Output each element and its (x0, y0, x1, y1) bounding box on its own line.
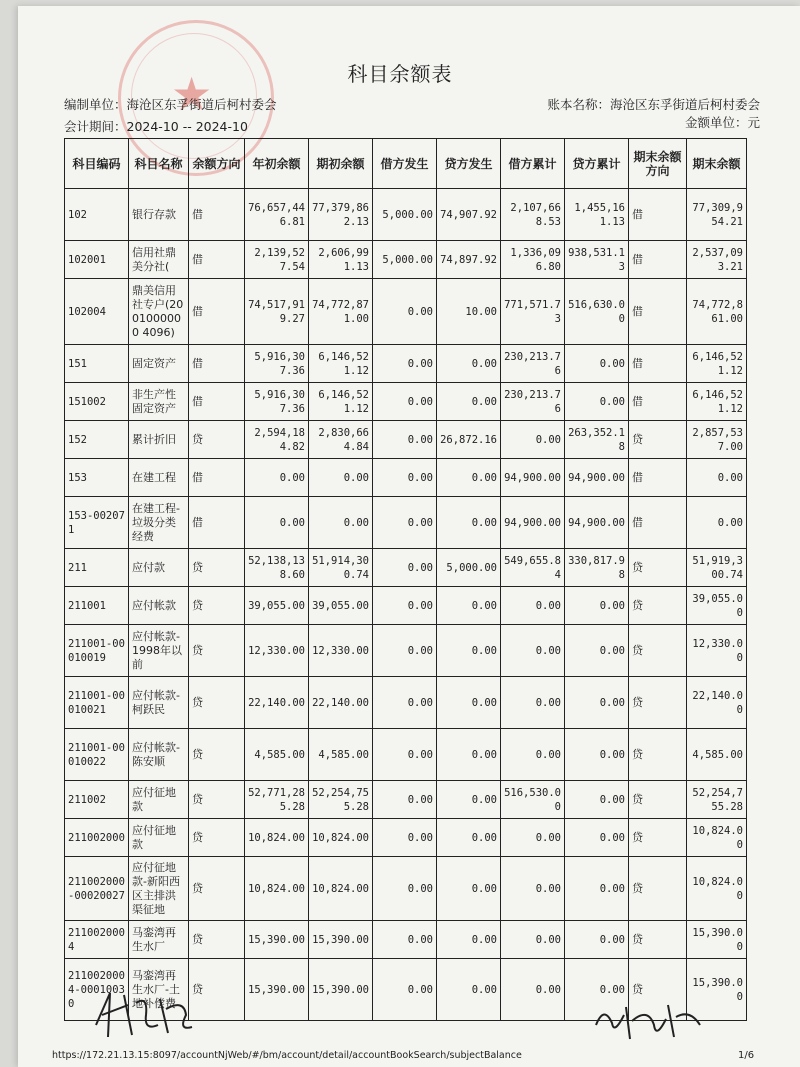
cell-end-direction: 贷 (629, 959, 687, 1021)
cell-direction: 贷 (189, 625, 245, 677)
cell-direction: 贷 (189, 549, 245, 587)
cell-end-balance: 6,146,521.12 (687, 383, 747, 421)
table-row (65, 421, 747, 459)
cell-debit-cumulative: 230,213.76 (501, 345, 565, 383)
cell-code: 211001 (65, 587, 129, 625)
period-label: 会计期间：2024-10 -- 2024-10 (64, 119, 248, 134)
cell-direction: 借 (189, 241, 245, 279)
cell-period-begin: 0.00 (309, 497, 373, 549)
table-row (65, 345, 747, 383)
cell-year-begin: 76,657,446.81 (245, 189, 309, 241)
cell-credit: 0.00 (437, 497, 501, 549)
cell-end-balance: 0.00 (687, 459, 747, 497)
cell-code: 211002000-00020027 (65, 857, 129, 921)
cell-year-begin: 0.00 (245, 497, 309, 549)
cell-direction: 贷 (189, 677, 245, 729)
cell-end-direction: 借 (629, 189, 687, 241)
cell-debit: 0.00 (373, 345, 437, 383)
cell-credit-cumulative: 94,900.00 (565, 497, 629, 549)
col-header: 年初余额 (245, 139, 309, 189)
footer-page-number: 1/6 (738, 1050, 755, 1061)
cell-debit-cumulative: 0.00 (501, 625, 565, 677)
cell-year-begin: 5,916,307.36 (245, 345, 309, 383)
cell-end-direction: 借 (629, 459, 687, 497)
col-header: 期初余额 (309, 139, 373, 189)
cell-debit: 0.00 (373, 959, 437, 1021)
cell-debit: 0.00 (373, 729, 437, 781)
cell-year-begin: 52,771,285.28 (245, 781, 309, 819)
cell-end-direction: 借 (629, 279, 687, 345)
cell-debit-cumulative: 0.00 (501, 587, 565, 625)
cell-end-direction: 借 (629, 345, 687, 383)
cell-period-begin: 15,390.00 (309, 959, 373, 1021)
cell-credit: 10.00 (437, 279, 501, 345)
cell-end-balance: 12,330.00 (687, 625, 747, 677)
cell-end-direction: 借 (629, 241, 687, 279)
cell-end-balance: 10,824.00 (687, 857, 747, 921)
cell-credit-cumulative: 263,352.18 (565, 421, 629, 459)
cell-debit: 0.00 (373, 383, 437, 421)
cell-credit: 0.00 (437, 625, 501, 677)
cell-debit: 0.00 (373, 677, 437, 729)
cell-period-begin: 52,254,755.28 (309, 781, 373, 819)
cell-debit-cumulative: 0.00 (501, 819, 565, 857)
cell-credit-cumulative: 938,531.13 (565, 241, 629, 279)
cell-code: 152 (65, 421, 129, 459)
account-book-label: 账本名称：海沧区东孚街道后柯村委会 (547, 97, 760, 112)
cell-debit-cumulative: 1,336,096.80 (501, 241, 565, 279)
cell-end-balance: 6,146,521.12 (687, 345, 747, 383)
cell-debit-cumulative: 94,900.00 (501, 459, 565, 497)
cell-end-direction: 贷 (629, 421, 687, 459)
cell-period-begin: 10,824.00 (309, 819, 373, 857)
cell-credit-cumulative: 0.00 (565, 921, 629, 959)
cell-debit: 0.00 (373, 819, 437, 857)
cell-credit: 5,000.00 (437, 549, 501, 587)
cell-period-begin: 74,772,871.00 (309, 279, 373, 345)
cell-name: 累计折旧 (129, 421, 189, 459)
table-row (65, 625, 747, 677)
cell-direction: 借 (189, 497, 245, 549)
cell-year-begin: 22,140.00 (245, 677, 309, 729)
cell-credit-cumulative: 0.00 (565, 819, 629, 857)
cell-year-begin: 10,824.00 (245, 857, 309, 921)
table-row (65, 241, 747, 279)
cell-direction: 借 (189, 383, 245, 421)
cell-end-balance: 2,537,093.21 (687, 241, 747, 279)
table-row (65, 279, 747, 345)
cell-code: 211001-00010019 (65, 625, 129, 677)
cell-name: 应付帐款 (129, 587, 189, 625)
cell-debit: 0.00 (373, 549, 437, 587)
cell-credit-cumulative: 0.00 (565, 625, 629, 677)
cell-year-begin: 4,585.00 (245, 729, 309, 781)
cell-end-balance: 74,772,861.00 (687, 279, 747, 345)
cell-year-begin: 39,055.00 (245, 587, 309, 625)
table-row (65, 819, 747, 857)
cell-period-begin: 15,390.00 (309, 921, 373, 959)
cell-direction: 贷 (189, 421, 245, 459)
cell-name: 应付征地款-新阳西区主排洪渠征地 (129, 857, 189, 921)
cell-year-begin: 15,390.00 (245, 959, 309, 1021)
cell-direction: 贷 (189, 959, 245, 1021)
cell-credit: 0.00 (437, 587, 501, 625)
balance-table (64, 138, 747, 1021)
cell-debit: 0.00 (373, 921, 437, 959)
cell-period-begin: 2,606,991.13 (309, 241, 373, 279)
cell-code: 211001-00010022 (65, 729, 129, 781)
cell-code: 153 (65, 459, 129, 497)
cell-end-direction: 贷 (629, 625, 687, 677)
cell-end-direction: 贷 (629, 587, 687, 625)
cell-end-direction: 贷 (629, 677, 687, 729)
cell-code: 102 (65, 189, 129, 241)
cell-direction: 贷 (189, 921, 245, 959)
cell-credit: 74,897.92 (437, 241, 501, 279)
cell-name: 在建工程 (129, 459, 189, 497)
cell-credit-cumulative: 330,817.98 (565, 549, 629, 587)
cell-credit-cumulative: 0.00 (565, 345, 629, 383)
cell-name: 在建工程-垃圾分类经费 (129, 497, 189, 549)
cell-year-begin: 15,390.00 (245, 921, 309, 959)
cell-name: 应付帐款-陈安顺 (129, 729, 189, 781)
table-row (65, 587, 747, 625)
cell-year-begin: 2,139,527.54 (245, 241, 309, 279)
cell-period-begin: 22,140.00 (309, 677, 373, 729)
cell-credit: 0.00 (437, 459, 501, 497)
cell-credit-cumulative: 0.00 (565, 729, 629, 781)
cell-end-direction: 借 (629, 383, 687, 421)
cell-period-begin: 51,914,300.74 (309, 549, 373, 587)
cell-debit-cumulative: 549,655.84 (501, 549, 565, 587)
cell-credit: 26,872.16 (437, 421, 501, 459)
cell-direction: 贷 (189, 857, 245, 921)
cell-name: 马銮湾再生水厂-土地补偿费 (129, 959, 189, 1021)
footer-url: https://172.21.13.15:8097/accountNjWeb/#/bm/account/detail/accountBookSearch/subjectBalance (52, 1050, 522, 1061)
cell-code: 211002000 (65, 819, 129, 857)
cell-debit: 0.00 (373, 857, 437, 921)
cell-period-begin: 77,379,862.13 (309, 189, 373, 241)
cell-code: 211002 (65, 781, 129, 819)
cell-credit: 0.00 (437, 857, 501, 921)
cell-name: 信用社鼎美分社( (129, 241, 189, 279)
cell-direction: 贷 (189, 587, 245, 625)
table-row (65, 677, 747, 729)
cell-code: 102001 (65, 241, 129, 279)
cell-credit-cumulative: 94,900.00 (565, 459, 629, 497)
seal-star-icon: ★ (171, 67, 213, 121)
cell-debit: 0.00 (373, 587, 437, 625)
col-header: 借方累计 (501, 139, 565, 189)
cell-name: 银行存款 (129, 189, 189, 241)
cell-period-begin: 4,585.00 (309, 729, 373, 781)
cell-end-balance: 39,055.00 (687, 587, 747, 625)
cell-period-begin: 39,055.00 (309, 587, 373, 625)
cell-year-begin: 10,824.00 (245, 819, 309, 857)
cell-credit-cumulative: 0.00 (565, 857, 629, 921)
cell-debit-cumulative: 230,213.76 (501, 383, 565, 421)
unit-label: 金额单位：元 (684, 115, 760, 130)
cell-period-begin: 2,830,664.84 (309, 421, 373, 459)
table-row (65, 781, 747, 819)
cell-credit: 0.00 (437, 959, 501, 1021)
cell-credit-cumulative: 0.00 (565, 959, 629, 1021)
cell-end-balance: 0.00 (687, 497, 747, 549)
cell-credit: 0.00 (437, 345, 501, 383)
cell-credit-cumulative: 0.00 (565, 587, 629, 625)
cell-credit-cumulative: 0.00 (565, 383, 629, 421)
cell-code: 2110020004 (65, 921, 129, 959)
cell-credit: 0.00 (437, 781, 501, 819)
cell-period-begin: 0.00 (309, 459, 373, 497)
cell-end-direction: 借 (629, 497, 687, 549)
cell-debit-cumulative: 2,107,668.53 (501, 189, 565, 241)
cell-name: 非生产性固定资产 (129, 383, 189, 421)
table-row (65, 189, 747, 241)
col-header: 期末余额方向 (629, 139, 687, 189)
cell-name: 应付征地款 (129, 819, 189, 857)
cell-debit: 0.00 (373, 625, 437, 677)
cell-year-begin: 2,594,184.82 (245, 421, 309, 459)
cell-debit-cumulative: 0.00 (501, 729, 565, 781)
cell-credit: 0.00 (437, 819, 501, 857)
cell-debit-cumulative: 0.00 (501, 421, 565, 459)
table-row (65, 921, 747, 959)
cell-direction: 借 (189, 279, 245, 345)
cell-end-balance: 77,309,954.21 (687, 189, 747, 241)
cell-end-direction: 贷 (629, 921, 687, 959)
cell-credit: 0.00 (437, 383, 501, 421)
cell-name: 应付征地款 (129, 781, 189, 819)
cell-direction: 借 (189, 345, 245, 383)
org-label: 编制单位：海沧区东孚街道后柯村委会 (64, 97, 277, 112)
cell-debit: 0.00 (373, 421, 437, 459)
cell-end-direction: 贷 (629, 729, 687, 781)
cell-debit: 5,000.00 (373, 241, 437, 279)
signature-right (590, 995, 710, 1045)
cell-credit: 0.00 (437, 677, 501, 729)
cell-credit: 0.00 (437, 729, 501, 781)
table-header-row (65, 139, 747, 189)
cell-end-direction: 贷 (629, 549, 687, 587)
cell-debit-cumulative: 94,900.00 (501, 497, 565, 549)
cell-end-balance: 10,824.00 (687, 819, 747, 857)
cell-credit-cumulative: 516,630.00 (565, 279, 629, 345)
col-header: 科目名称 (129, 139, 189, 189)
cell-period-begin: 6,146,521.12 (309, 383, 373, 421)
cell-name: 应付款 (129, 549, 189, 587)
cell-year-begin: 52,138,138.60 (245, 549, 309, 587)
cell-end-balance: 15,390.00 (687, 921, 747, 959)
cell-credit: 74,907.92 (437, 189, 501, 241)
table-row (65, 857, 747, 921)
col-header: 科目编码 (65, 139, 129, 189)
cell-code: 153-002071 (65, 497, 129, 549)
col-header: 期末余额 (687, 139, 747, 189)
cell-debit: 0.00 (373, 459, 437, 497)
col-header: 贷方发生 (437, 139, 501, 189)
cell-end-balance: 51,919,300.74 (687, 549, 747, 587)
cell-name: 鼎美信用社专户(2001000000 4096) (129, 279, 189, 345)
cell-year-begin: 12,330.00 (245, 625, 309, 677)
cell-name: 马銮湾再生水厂 (129, 921, 189, 959)
cell-period-begin: 12,330.00 (309, 625, 373, 677)
report-title: 科目余额表 (347, 62, 453, 86)
cell-period-begin: 6,146,521.12 (309, 345, 373, 383)
cell-credit-cumulative: 1,455,161.13 (565, 189, 629, 241)
table-row (65, 459, 747, 497)
cell-end-balance: 2,857,537.00 (687, 421, 747, 459)
table-row (65, 549, 747, 587)
col-header: 贷方累计 (565, 139, 629, 189)
cell-credit-cumulative: 0.00 (565, 677, 629, 729)
table-row (65, 497, 747, 549)
cell-debit-cumulative: 0.00 (501, 857, 565, 921)
cell-code: 211001-00010021 (65, 677, 129, 729)
table-row (65, 729, 747, 781)
cell-code: 102004 (65, 279, 129, 345)
cell-code: 151002 (65, 383, 129, 421)
cell-end-direction: 贷 (629, 781, 687, 819)
cell-name: 固定资产 (129, 345, 189, 383)
cell-period-begin: 10,824.00 (309, 857, 373, 921)
table-row (65, 383, 747, 421)
cell-year-begin: 74,517,919.27 (245, 279, 309, 345)
cell-end-balance: 52,254,755.28 (687, 781, 747, 819)
cell-direction: 借 (189, 189, 245, 241)
col-header: 借方发生 (373, 139, 437, 189)
cell-credit-cumulative: 0.00 (565, 781, 629, 819)
cell-year-begin: 0.00 (245, 459, 309, 497)
cell-end-balance: 15,390.00 (687, 959, 747, 1021)
cell-name: 应付帐款-柯跃民 (129, 677, 189, 729)
cell-debit: 0.00 (373, 497, 437, 549)
cell-debit: 0.00 (373, 781, 437, 819)
cell-year-begin: 5,916,307.36 (245, 383, 309, 421)
cell-debit-cumulative: 771,571.73 (501, 279, 565, 345)
cell-direction: 贷 (189, 729, 245, 781)
signature-left (88, 985, 198, 1045)
col-header: 余额方向 (189, 139, 245, 189)
cell-debit-cumulative: 0.00 (501, 677, 565, 729)
cell-code: 2110020004-00010030 (65, 959, 129, 1021)
cell-credit: 0.00 (437, 921, 501, 959)
cell-name: 应付帐款-1998年以前 (129, 625, 189, 677)
cell-end-balance: 4,585.00 (687, 729, 747, 781)
cell-code: 211 (65, 549, 129, 587)
cell-debit-cumulative: 0.00 (501, 921, 565, 959)
cell-end-balance: 22,140.00 (687, 677, 747, 729)
cell-debit: 0.00 (373, 279, 437, 345)
cell-direction: 借 (189, 459, 245, 497)
cell-direction: 贷 (189, 819, 245, 857)
cell-direction: 贷 (189, 781, 245, 819)
cell-debit: 5,000.00 (373, 189, 437, 241)
cell-debit-cumulative: 0.00 (501, 959, 565, 1021)
cell-debit-cumulative: 516,530.00 (501, 781, 565, 819)
cell-code: 151 (65, 345, 129, 383)
cell-end-direction: 贷 (629, 819, 687, 857)
cell-end-direction: 贷 (629, 857, 687, 921)
